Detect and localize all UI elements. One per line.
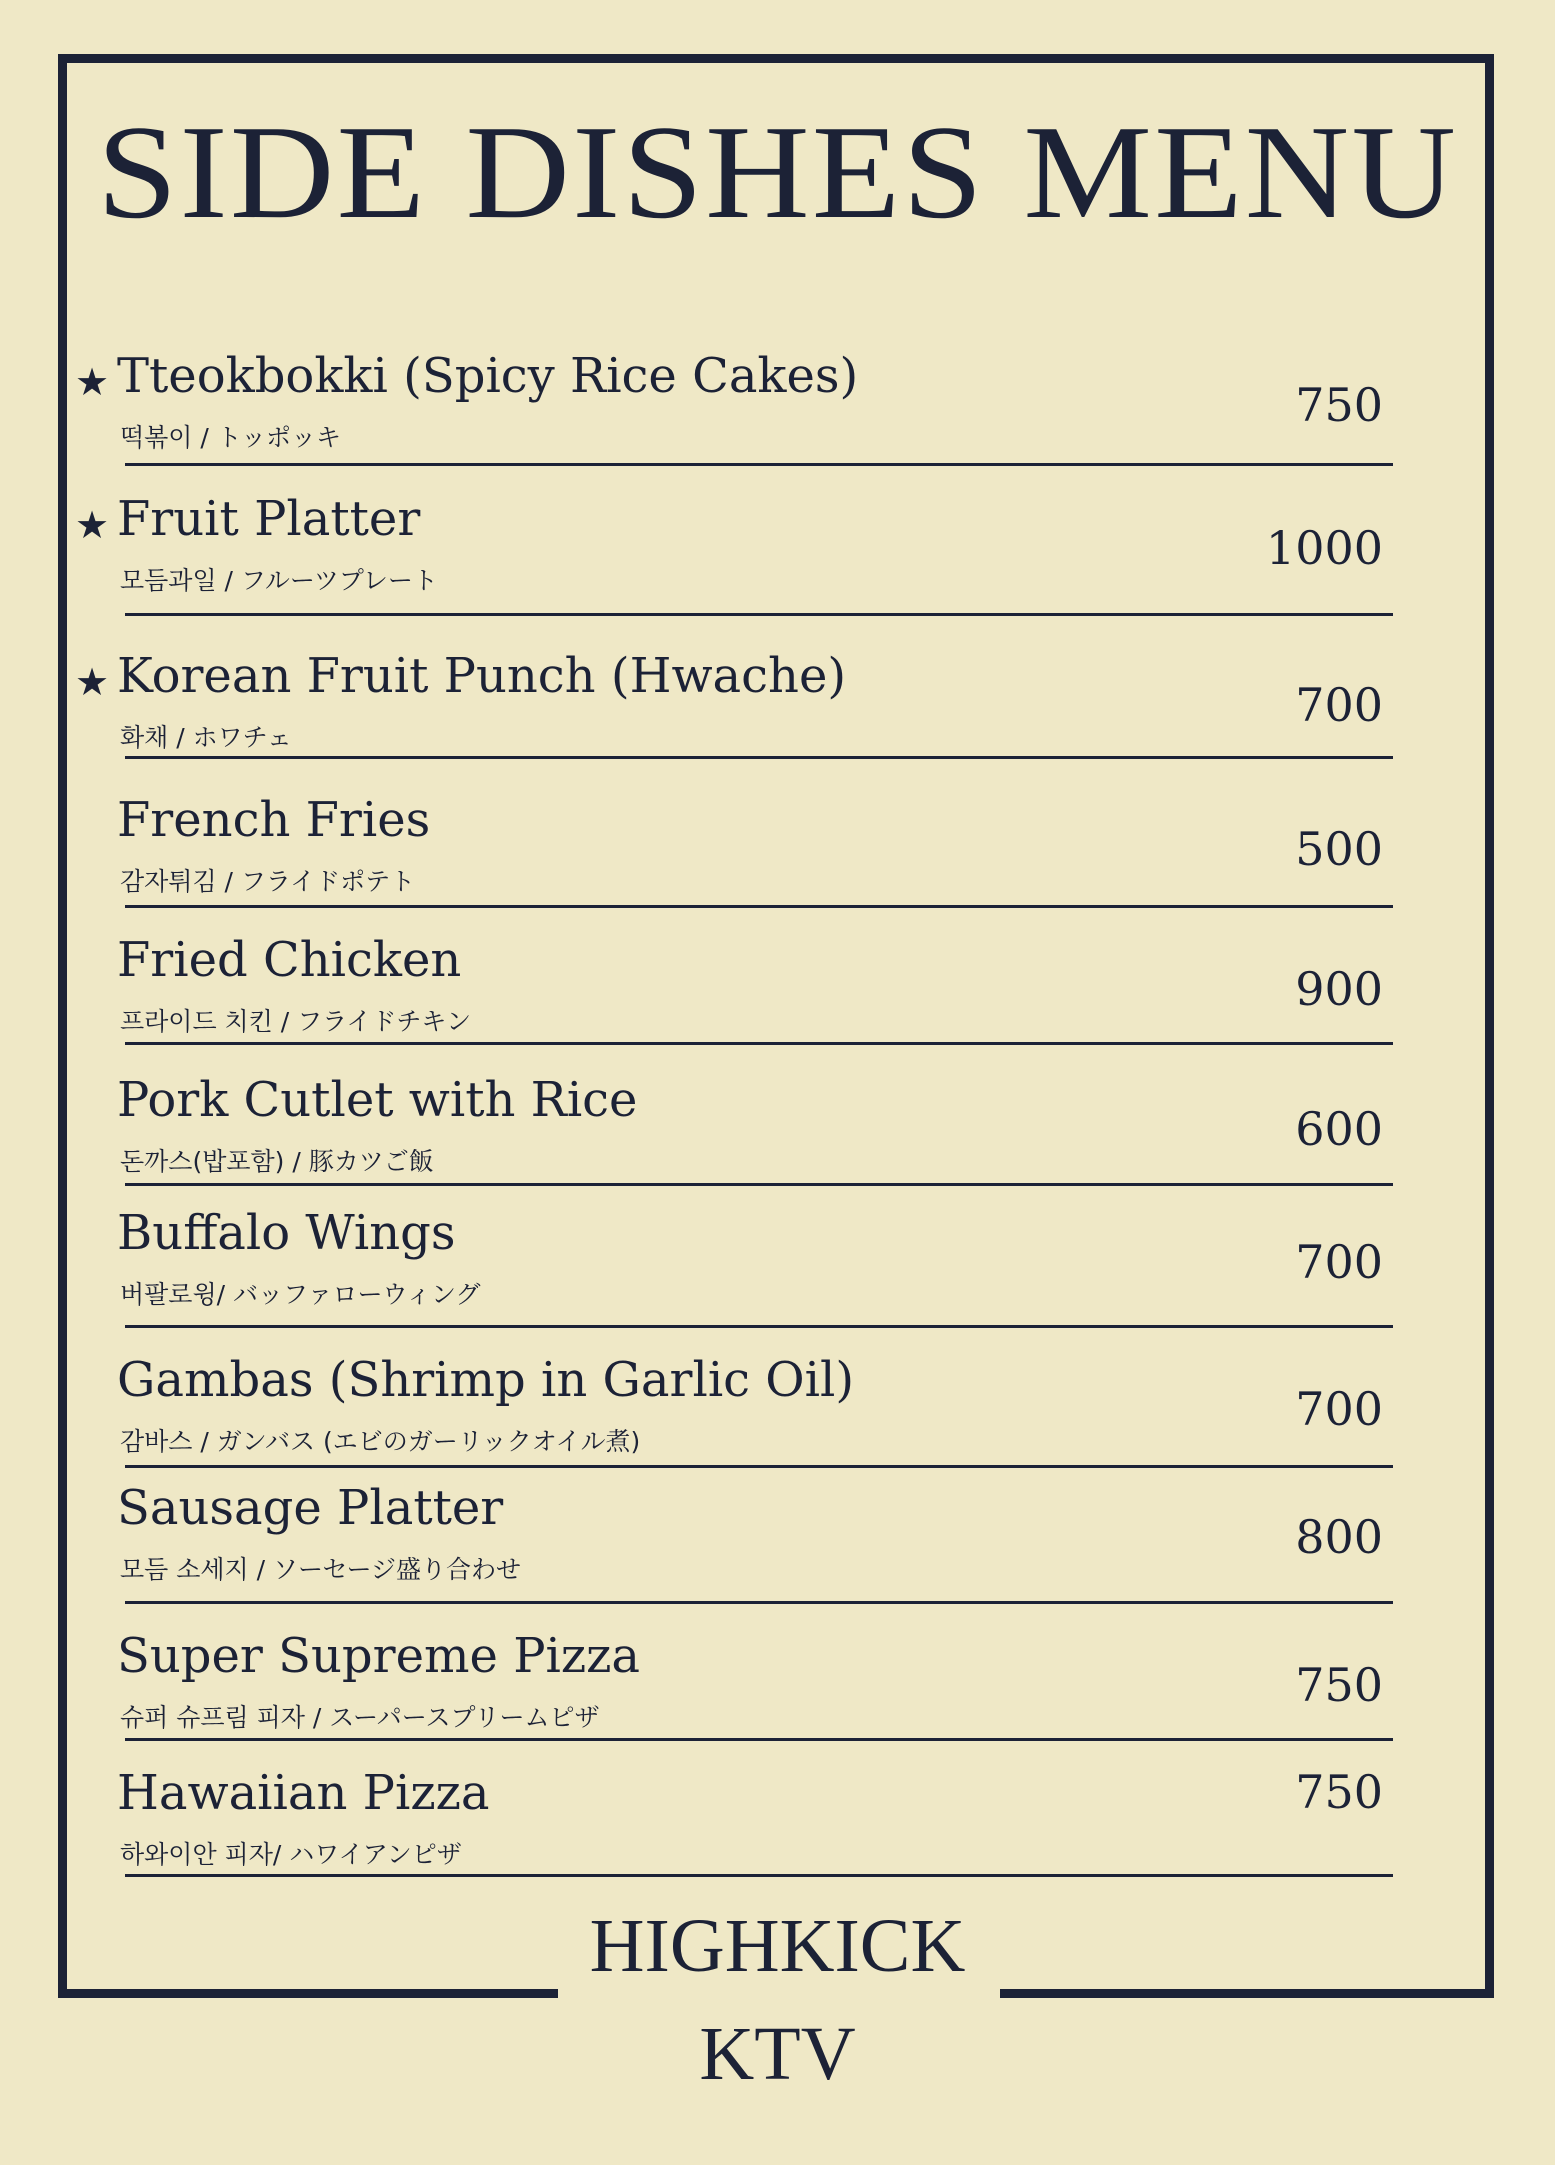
brand-suffix: KTV <box>699 2012 856 2096</box>
item-name: Fruit Platter <box>117 491 421 547</box>
item-name: Pork Cutlet with Rice <box>117 1072 638 1128</box>
divider <box>125 1183 1393 1186</box>
item-subtitle: 프라이드 치킨 / フライドチキン <box>120 1007 472 1036</box>
menu-title: SIDE DISHES MENU <box>96 98 1459 246</box>
item-name: French Fries <box>117 792 431 848</box>
divider <box>125 905 1393 908</box>
item-name: Hawaiian Pizza <box>117 1765 490 1821</box>
item-price: 700 <box>1295 1235 1383 1289</box>
item-name: Super Supreme Pizza <box>117 1628 641 1684</box>
item-subtitle: 감바스 / ガンバス (エビのガーリックオイル煮) <box>120 1427 641 1456</box>
item-subtitle: 모듬과일 / フルーツプレート <box>120 566 438 595</box>
item-name: Gambas (Shrimp in Garlic Oil) <box>117 1352 855 1408</box>
divider <box>125 1601 1393 1604</box>
frame-bottom-left <box>58 1989 558 1998</box>
divider <box>125 1465 1393 1468</box>
divider <box>125 1738 1393 1741</box>
star-icon: ★ <box>75 503 110 547</box>
item-price: 700 <box>1295 1382 1383 1436</box>
item-subtitle: 모듬 소세지 / ソーセージ盛り合わせ <box>120 1555 522 1584</box>
item-subtitle: 화채 / ホワチェ <box>120 723 292 752</box>
item-price: 1000 <box>1265 521 1383 575</box>
item-subtitle: 감자튀김 / フライドポテト <box>120 867 416 896</box>
item-name: Korean Fruit Punch (Hwache) <box>117 648 847 704</box>
item-name: Sausage Platter <box>117 1480 504 1536</box>
item-name: Tteokbokki (Spicy Rice Cakes) <box>117 348 859 404</box>
divider <box>125 756 1393 759</box>
divider <box>125 463 1393 466</box>
item-price: 750 <box>1295 378 1383 432</box>
brand-name: HIGHKICK <box>589 1904 966 1988</box>
item-price: 600 <box>1295 1102 1383 1156</box>
divider <box>125 1042 1393 1045</box>
star-icon: ★ <box>75 660 110 704</box>
item-subtitle: 하와이안 피자/ ハワイアンピザ <box>120 1840 462 1869</box>
divider <box>125 1325 1393 1328</box>
divider <box>125 1874 1393 1877</box>
item-subtitle: 슈퍼 슈프림 피자 / スーパースプリームピザ <box>120 1703 600 1732</box>
item-price: 500 <box>1295 822 1383 876</box>
star-icon: ★ <box>75 360 110 404</box>
item-price: 750 <box>1295 1765 1383 1819</box>
divider <box>125 613 1393 616</box>
item-price: 750 <box>1295 1658 1383 1712</box>
item-name: Fried Chicken <box>117 932 462 988</box>
item-price: 700 <box>1295 678 1383 732</box>
frame-bottom-right <box>1000 1989 1494 1998</box>
item-price: 900 <box>1295 962 1383 1016</box>
item-subtitle: 돈까스(밥포함) / 豚カツご飯 <box>120 1147 434 1176</box>
item-name: Buffalo Wings <box>117 1205 456 1261</box>
item-subtitle: 떡볶이 / トッポッキ <box>120 423 342 452</box>
item-subtitle: 버팔로윙/ バッファローウィング <box>120 1280 481 1309</box>
item-price: 800 <box>1295 1510 1383 1564</box>
